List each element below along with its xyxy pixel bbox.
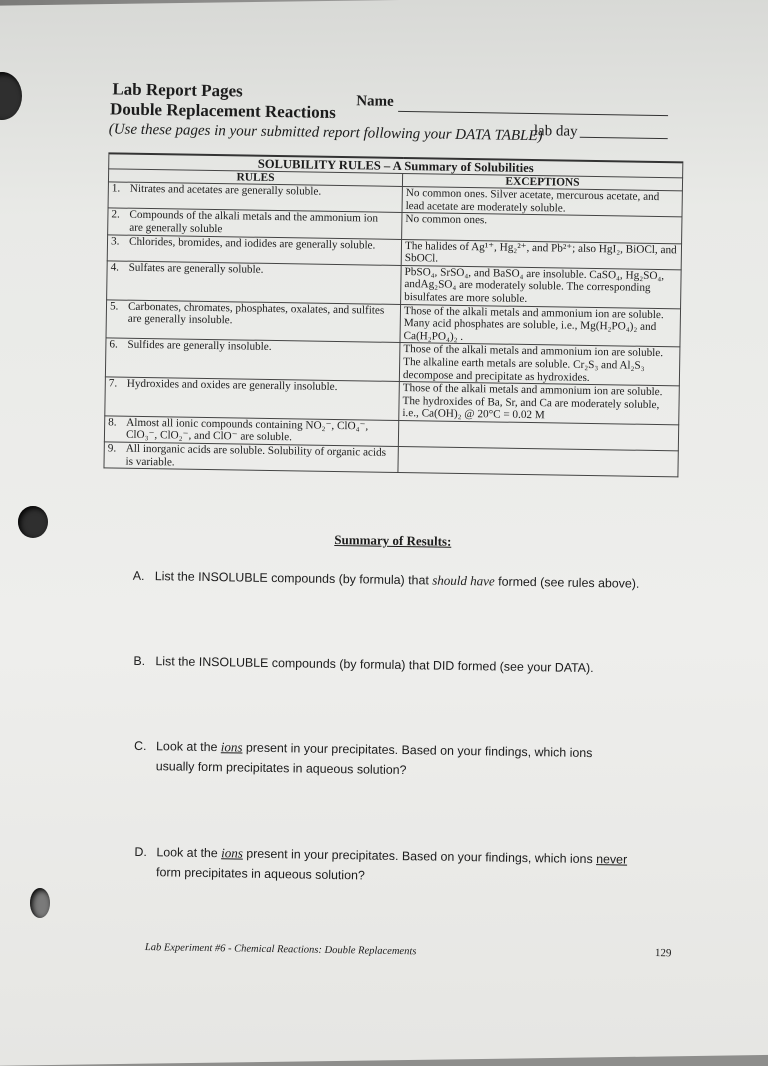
question-text: usually form precipitates in aqueous solution? — [155, 759, 407, 778]
rule-number: 8. — [108, 416, 117, 429]
instructions: (Use these pages in your submitted report following your DATA TABLE) — [108, 121, 543, 145]
footer-text: Lab Experiment #6 - Chemical Reactions: Double Replacements — [144, 942, 417, 958]
rule-number: 4. — [110, 261, 120, 274]
question-a — [133, 566, 693, 595]
page-title: Lab Report Pages — [112, 79, 243, 101]
rule-text: Hydroxides and oxides are generally insoluble. — [126, 377, 338, 394]
question-emphasis: ions — [221, 845, 243, 861]
rule-number: 2. — [111, 208, 120, 221]
rule-cell — [106, 299, 401, 342]
rule-number: 5. — [109, 299, 119, 313]
question-letter: C. — [133, 738, 147, 754]
question-b — [133, 651, 693, 680]
rule-cell — [107, 261, 402, 304]
question-letter: A. — [132, 568, 145, 583]
question-text: Look at the — [155, 739, 221, 755]
table-caption: SOLUBILITY RULES – A Summary of Solubilities — [109, 153, 683, 177]
exception-cell: No common ones. Silver acetate, mercurous acetate, and lead acetate are moderately soluble. — [402, 187, 682, 218]
rule-cell — [108, 208, 402, 239]
rule-cell — [105, 377, 400, 420]
rule-text: Compounds of the alkali metals and the ammonium ion are generally soluble — [129, 209, 379, 236]
page-subtitle: Double Replacement Reactions — [109, 99, 336, 122]
question-text: form precipitates in aqueous solution? — [156, 865, 365, 883]
question-emphasis: ions — [220, 739, 243, 755]
exceptions-header: EXCEPTIONS — [402, 173, 682, 191]
exception-cell: Those of the alkali metals and ammonium ion are soluble. Many acid phosphates are soluble, i.e., Mg(H₂PO₄)₂ and Ca(H₂PO₄)₂ . — [400, 304, 681, 347]
question-letter: D. — [134, 844, 147, 860]
question-emphasis: should have — [432, 572, 495, 589]
question-text: present in your precipitates. Based on your findings, which ions — [242, 846, 597, 867]
rule-number: 7. — [108, 377, 118, 390]
question-c — [134, 736, 695, 785]
rule-number: 1. — [111, 182, 121, 195]
labday-field[interactable] — [580, 136, 668, 139]
name-label: Name — [356, 93, 394, 110]
question-d — [134, 842, 695, 891]
exception-cell: The halides of Ag¹⁺, Hg₂²⁺, and Pb²⁺; also HgI₂, BiOCl, and SbOCl. — [401, 239, 681, 270]
exception-cell: No common ones. — [402, 213, 682, 244]
rule-cell — [104, 442, 398, 473]
rules-header: RULES — [108, 168, 402, 186]
rule-number: 3. — [110, 234, 120, 248]
rule-number: 6. — [109, 338, 118, 351]
rule-text: Almost all ionic compounds containing NO₂⁻, ClO₄⁻, ClO₃⁻, ClO₂⁻, and ClO⁻ are soluble. — [125, 416, 369, 444]
rule-text: Nitrates and acetates are generally soluble. — [129, 182, 322, 198]
rule-text: Sulfides are generally insoluble. — [127, 339, 272, 354]
exception-cell — [398, 447, 678, 478]
question-text: List the INSOLUBLE compounds (by formula) that — [154, 569, 433, 588]
question-text: Look at the — [156, 845, 222, 861]
rule-cell — [104, 416, 398, 447]
rule-cell — [105, 338, 400, 381]
labday-label: lab day — [533, 123, 578, 140]
question-text: formed (see rules above). — [494, 574, 640, 591]
summary-title: Summary of Results: — [334, 531, 452, 549]
rule-text: Sulfates are generally soluble. — [128, 261, 264, 276]
exception-cell: Those of the alkali metals and ammonium ion are soluble. The hydroxides of Ba, Sr, and Ca are moderately soluble, i.e., Ca(OH)₂ @ 20°C = 0.02 M — [399, 382, 680, 425]
question-text: List the INSOLUBLE compounds (by formula) that DID formed (see your DATA). — [155, 654, 594, 676]
rule-text: Chlorides, bromides, and iodides are generally soluble. — [128, 235, 376, 252]
solubility-table — [103, 152, 683, 477]
name-field[interactable] — [398, 110, 668, 116]
question-text: present in your precipitates. Based on your findings, which ions — [242, 740, 593, 761]
page-number: 129 — [654, 947, 672, 960]
question-letter: B. — [133, 653, 146, 669]
rule-text: Carbonates, chromates, phosphates, oxalates, and sulfites are generally insoluble. — [127, 300, 385, 327]
exception-cell: PbSO₄, SrSO₄, and BaSO₄ are insoluble. CaSO₄, Hg₂SO₄, andAg₂SO₄ are moderately soluble. The corresponding bisulfates are more soluble. — [401, 265, 682, 308]
rule-text: All inorganic acids are soluble. Solubility of organic acids is variable. — [125, 442, 387, 469]
question-emphasis: never — [596, 852, 628, 867]
rule-number: 9. — [107, 442, 117, 455]
exception-cell: Those of the alkali metals and ammonium ion are soluble. The alkaline earth metals are soluble. Cr₂S₃ and Al₂S₃ decompose and precipitate as hydroxides. — [399, 343, 680, 386]
